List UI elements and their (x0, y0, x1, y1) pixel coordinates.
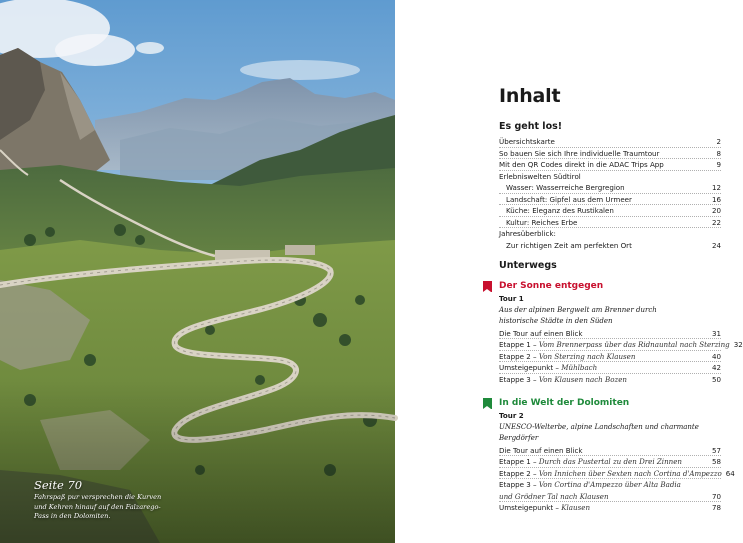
toc-row-page: 42 (711, 363, 721, 372)
es-geht-los-list (499, 136, 721, 251)
toc-row[interactable] (499, 362, 721, 374)
toc-row-label: Umsteigepunkt – Klausen (499, 503, 591, 512)
tour-label: Tour 2 (499, 411, 524, 420)
toc-row[interactable] (499, 351, 721, 363)
toc-row-label: Kultur: Reiches Erbe (506, 217, 578, 227)
toc-row-label: Wasser: Wasserreiche Bergregion (506, 183, 625, 192)
toc-row-page: 31 (711, 328, 721, 338)
chapter-title: In die Welt der Dolomiten (499, 398, 630, 408)
green-bookmark-icon (483, 398, 492, 409)
tour-description: UNESCO-Welterbe, alpine Landschaften und charmante Bergdörfer (499, 422, 699, 442)
toc-row[interactable] (499, 136, 721, 148)
toc-row-label: und Grödner Tal nach Klausen (499, 491, 609, 501)
toc-row[interactable] (499, 491, 721, 503)
toc-row-label: Mit den QR Codes direkt in die ADAC Trips App (499, 160, 664, 169)
toc-row-page: 9 (716, 160, 721, 169)
toc-row-page: 12 (711, 183, 721, 192)
caption-line: und Kehren hinauf auf den Falzarego- (34, 502, 161, 511)
toc-row[interactable] (499, 171, 721, 183)
toc-row[interactable] (499, 148, 721, 160)
toc-row-label: Erlebniswelten Südtirol (499, 171, 581, 181)
toc-row-label: Etappe 3 – Von Cortina d'Ampezzo über Alta Badia (499, 480, 681, 489)
chapter-in-die-welt-der-dolomiten[interactable] (499, 397, 629, 409)
chapter2-block (499, 410, 735, 514)
toc-row-page: 16 (711, 194, 721, 204)
toc-page (499, 84, 743, 512)
toc-row-page: 22 (711, 217, 721, 227)
toc-row[interactable] (499, 328, 721, 340)
toc-row-label: Etappe 1 – Durch das Pustertal zu den Drei Zinnen (499, 457, 682, 466)
toc-row[interactable] (499, 339, 743, 351)
toc-row-label: Übersichtskarte (499, 137, 555, 146)
toc-row-page: 64 (725, 468, 735, 478)
toc-row-label: Etappe 2 – Von Innichen über Sexten nach Cortina d'Ampezzo (499, 468, 722, 478)
toc-row-page: 20 (711, 206, 721, 215)
toc-row-page: 70 (711, 491, 721, 501)
toc-row-label: Etappe 1 – Vom Brennerpass über das Ridnauntal nach Sterzing (499, 340, 730, 349)
chapter-der-sonne-entgegen[interactable] (499, 280, 603, 292)
toc-row-page: 50 (711, 374, 721, 384)
toc-row-label: Die Tour auf einen Blick (499, 445, 583, 455)
tour-label: Tour 1 (499, 294, 524, 303)
toc-row[interactable] (499, 445, 721, 457)
toc-row[interactable] (499, 479, 721, 491)
toc-row[interactable] (499, 182, 721, 194)
caption-text (34, 493, 174, 522)
toc-row-page: 24 (711, 240, 721, 250)
toc-row-label: Etappe 3 – Von Klausen nach Bozen (499, 374, 627, 384)
toc-row-page: 40 (711, 351, 721, 361)
toc-row[interactable] (499, 374, 721, 386)
toc-row[interactable] (499, 194, 721, 206)
toc-row-page: 32 (733, 340, 743, 349)
toc-row-page: 2 (716, 137, 721, 146)
toc-row-label: Jahresüberblick: (499, 229, 556, 238)
toc-row[interactable] (499, 228, 721, 240)
page-title: Inhalt (499, 85, 561, 107)
toc-row[interactable] (499, 456, 721, 468)
section-unterwegs-title: Unterwegs (499, 260, 557, 271)
red-bookmark-icon (483, 281, 492, 292)
tour-description: historische Städte in den Süden (499, 317, 613, 325)
caption-line: Fahrspaß pur versprechen die Kurven (34, 493, 162, 501)
toc-row-label: Die Tour auf einen Blick (499, 328, 583, 338)
toc-row[interactable] (499, 205, 721, 217)
caption-title: Seite 70 (34, 478, 83, 492)
chapter1-block (499, 293, 743, 385)
toc-row-label: Zur richtigen Zeit am perfekten Ort (506, 240, 632, 250)
toc-row[interactable] (499, 217, 721, 229)
toc-row[interactable] (499, 502, 721, 514)
toc-row-page: 58 (711, 457, 721, 466)
toc-row-label: Etappe 2 – Von Sterzing nach Klausen (499, 351, 636, 361)
toc-row-label: Küche: Eleganz des Rustikalen (506, 206, 614, 215)
toc-row-page: 78 (711, 503, 721, 512)
section-es-geht-los-title: Es geht los! (499, 121, 563, 132)
toc-row-page: 8 (716, 148, 721, 158)
toc-row-label: Landschaft: Gipfel aus dem Urmeer (506, 194, 632, 204)
toc-row[interactable] (499, 240, 721, 252)
toc-row-label: So bauen Sie sich Ihre individuelle Traumtour (499, 148, 660, 158)
toc-row[interactable] (499, 468, 735, 480)
toc-row-label: Umsteigepunkt – Mühlbach (499, 363, 598, 372)
toc-row[interactable] (499, 159, 721, 171)
photo-caption (34, 478, 174, 522)
toc-row-page: 57 (711, 445, 721, 455)
tour-description: Aus der alpinen Bergwelt am Brenner durch (499, 305, 657, 314)
chapter-title: Der Sonne entgegen (499, 281, 604, 291)
caption-line: Pass in den Dolomiten. (34, 512, 111, 521)
